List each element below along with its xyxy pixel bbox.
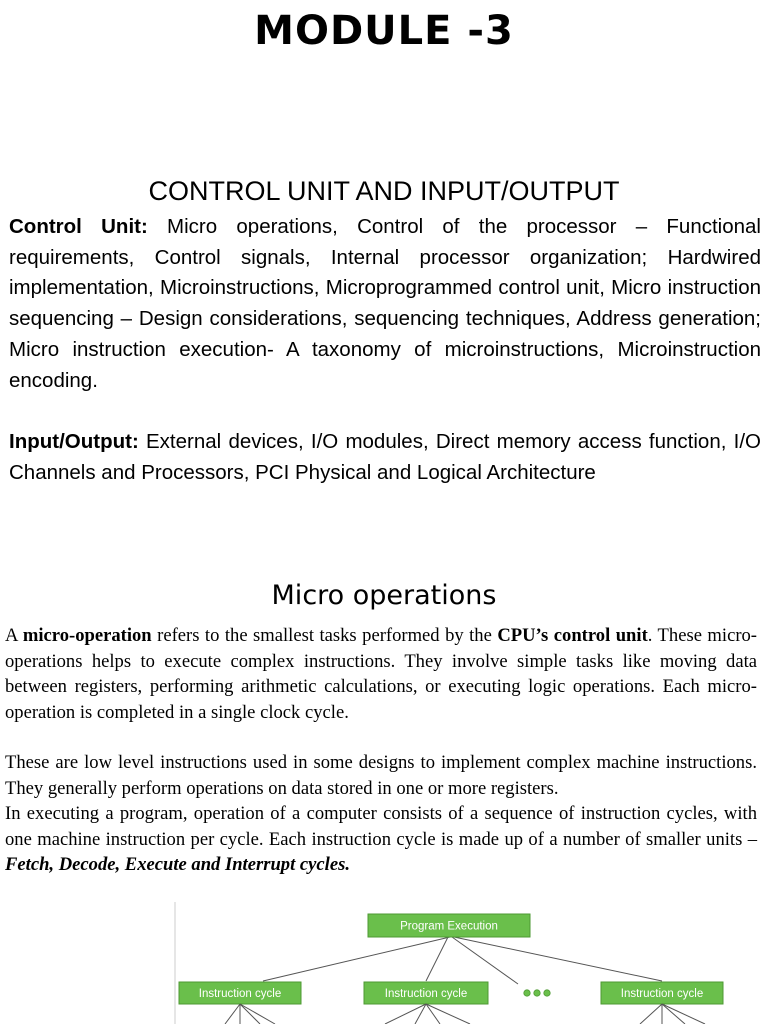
text-span: refers to the smallest tasks performed by the	[151, 625, 498, 646]
control-unit-label: Control Unit:	[9, 215, 148, 238]
input-output-label: Input/Output:	[9, 430, 139, 453]
root-label: Program Execution	[400, 920, 498, 933]
connector-line	[662, 1004, 685, 1024]
connector-line	[385, 1004, 426, 1024]
child-label: Instruction cycle	[620, 988, 704, 1000]
input-output-text: External devices, I/O modules, Direct memory access function, I/O Channels and Processors, PCI Physical and Logical Architecture	[9, 430, 761, 484]
ellipsis-dot	[524, 990, 530, 996]
section-heading: CONTROL UNIT AND INPUT/OUTPUT	[148, 176, 620, 206]
text-span: A	[5, 625, 23, 646]
text-span: In executing a program, operation of a computer consists of a sequence of instruction cycles, with one machine instruction per cycle. Each instruction cycle is made up of a number of smaller units –	[5, 803, 757, 850]
program-execution-diagram	[170, 898, 768, 1024]
control-unit-paragraph	[9, 212, 761, 396]
connector-line	[426, 937, 448, 981]
micro-operation-definition	[5, 623, 757, 725]
child-label: Instruction cycle	[384, 988, 468, 1000]
input-output-paragraph	[9, 427, 761, 488]
child-label: Instruction cycle	[198, 988, 282, 1000]
connector-line	[225, 1004, 240, 1024]
control-unit-text: Micro operations, Control of the processor – Functional requirements, Control signals, Internal processor organization; Hardwired implementation, Microinstructions, Microprogrammed control unit, Micro instruction sequencing – Design considerations, sequencing techniques, Address generation; Micro instruction execution- A taxonomy of microinstructions, Microinstruction encoding.	[9, 215, 761, 392]
micro-operation-term: micro-operation	[22, 625, 152, 646]
control-unit-term: CPU’s control unit	[497, 625, 648, 646]
ellipsis-dot	[534, 990, 540, 996]
cycle-list-emphasis: Fetch, Decode, Execute and Interrupt cycles.	[5, 854, 350, 876]
connector-line	[662, 1004, 705, 1024]
micro-operations-heading: Micro operations	[271, 580, 497, 611]
connector-line	[263, 937, 450, 981]
text-span: . These micro-operations helps to execute complex instructions. They involve simple tasks like moving data between registers, performing arithmetic calculations, or executing logic operations. Each micro-operation is completed in a single clock cycle.	[5, 625, 757, 723]
instruction-cycle-paragraph	[5, 801, 757, 878]
connector-line	[640, 1004, 662, 1024]
connector-line	[454, 937, 662, 981]
low-level-instructions-paragraph: These are low level instructions used in some designs to implement complex machine instructions. They generally perform operations on data stored in one or more registers.	[5, 752, 757, 799]
page-title: MODULE -3	[254, 8, 514, 54]
ellipsis-dot	[544, 990, 550, 996]
